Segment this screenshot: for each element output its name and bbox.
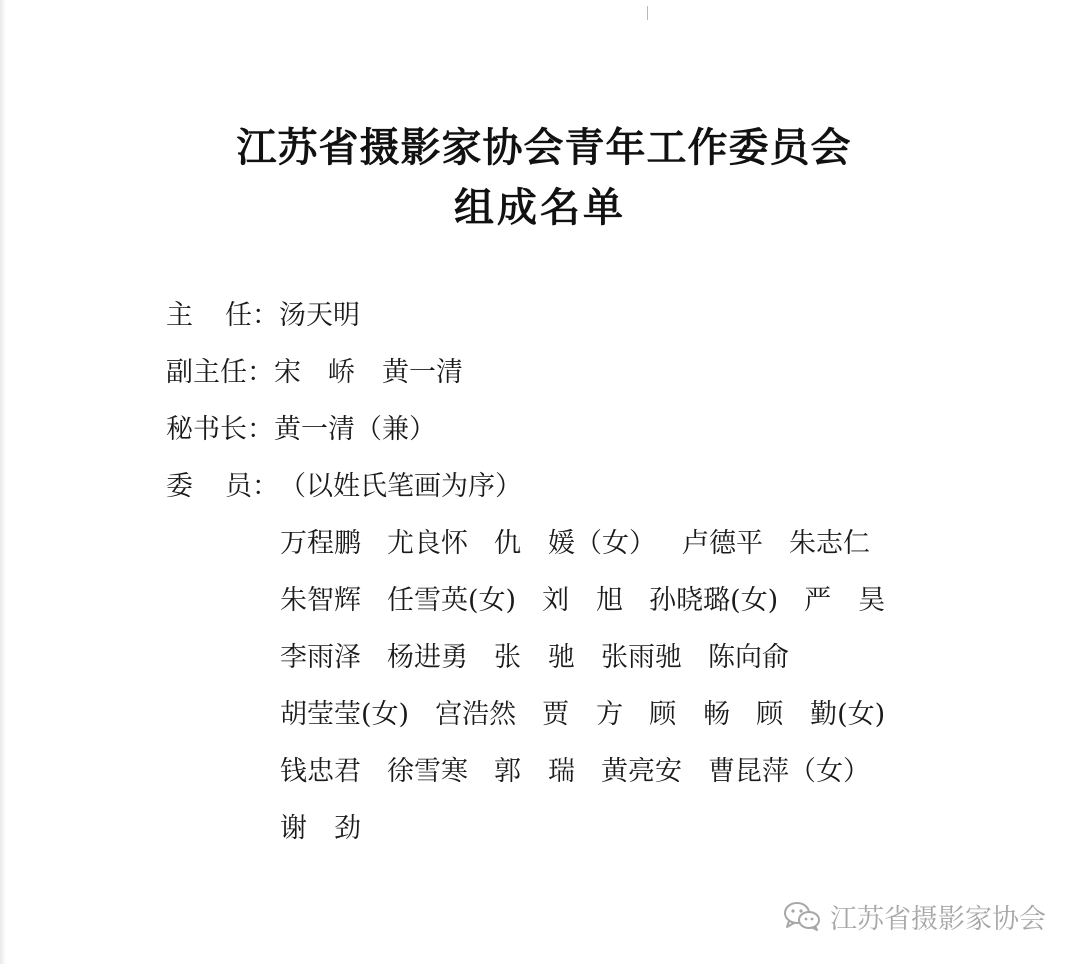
deputy-director-row	[166, 356, 463, 390]
member-name: 黄亮安	[601, 756, 682, 787]
member-name: 李雨泽	[280, 642, 361, 673]
member-name: 钱忠君	[280, 756, 361, 787]
director-row	[166, 299, 360, 333]
members-separator: ：	[252, 471, 279, 502]
secretary-general-name: 黄一清（兼）	[274, 414, 436, 445]
member-line	[280, 698, 911, 732]
member-name: 顾 畅	[649, 699, 731, 730]
members-label-char-2: 员	[225, 471, 252, 502]
member-name: 胡莹莹(女)	[280, 699, 410, 730]
members-row	[166, 470, 522, 504]
deputy-director-separator: ：	[247, 357, 274, 388]
secretary-general-row	[166, 413, 436, 447]
director-separator: ：	[252, 300, 279, 331]
member-name: 朱志仁	[789, 528, 870, 559]
member-name: 尤良怀	[387, 528, 468, 559]
member-name: 严 昊	[804, 585, 886, 616]
member-line	[280, 812, 387, 846]
member-name: 孙晓璐(女)	[649, 585, 779, 616]
secretary-general-separator: ：	[247, 414, 274, 445]
member-name: 谢 劲	[280, 813, 361, 844]
wechat-icon	[782, 901, 822, 931]
director-name: 汤天明	[279, 300, 360, 331]
member-line	[280, 527, 896, 561]
scan-mark	[647, 6, 648, 20]
member-line	[280, 755, 896, 789]
member-name: 宫浩然	[435, 699, 517, 730]
member-line	[280, 584, 911, 618]
deputy-director-names: 宋 峤 黄一清	[274, 357, 463, 388]
secretary-general-label: 秘书长	[166, 414, 247, 445]
deputy-director-label: 副主任	[166, 357, 247, 388]
member-name: 任雪英(女)	[387, 585, 517, 616]
member-name: 贾 方	[542, 699, 624, 730]
member-name: 卢德平	[682, 528, 763, 559]
member-name: 张雨驰	[601, 642, 682, 673]
document-title: 江苏省摄影家协会青年工作委员会	[236, 125, 852, 171]
member-name: 朱智辉	[280, 585, 361, 616]
member-name: 陈向俞	[708, 642, 789, 673]
member-name: 顾 勤(女)	[756, 699, 886, 730]
member-name: 杨进勇	[387, 642, 468, 673]
watermark	[782, 896, 1046, 936]
members-order-note: （以姓氏笔画为序）	[279, 471, 522, 502]
member-name: 徐雪寒	[387, 756, 468, 787]
member-name: 仇 媛（女）	[494, 528, 656, 559]
director-label-char-1: 主	[166, 300, 225, 331]
members-label-char-1: 委	[166, 471, 225, 502]
director-label-char-2: 任	[225, 300, 252, 331]
watermark-text: 江苏省摄影家协会	[830, 903, 1046, 935]
member-name: 曹昆萍（女）	[708, 756, 870, 787]
member-name: 张 驰	[494, 642, 575, 673]
member-name: 刘 旭	[542, 585, 624, 616]
member-name: 郭 瑞	[494, 756, 575, 787]
member-name: 万程鹏	[280, 528, 361, 559]
member-line	[280, 641, 815, 675]
document-subtitle: 组成名单	[454, 185, 626, 231]
